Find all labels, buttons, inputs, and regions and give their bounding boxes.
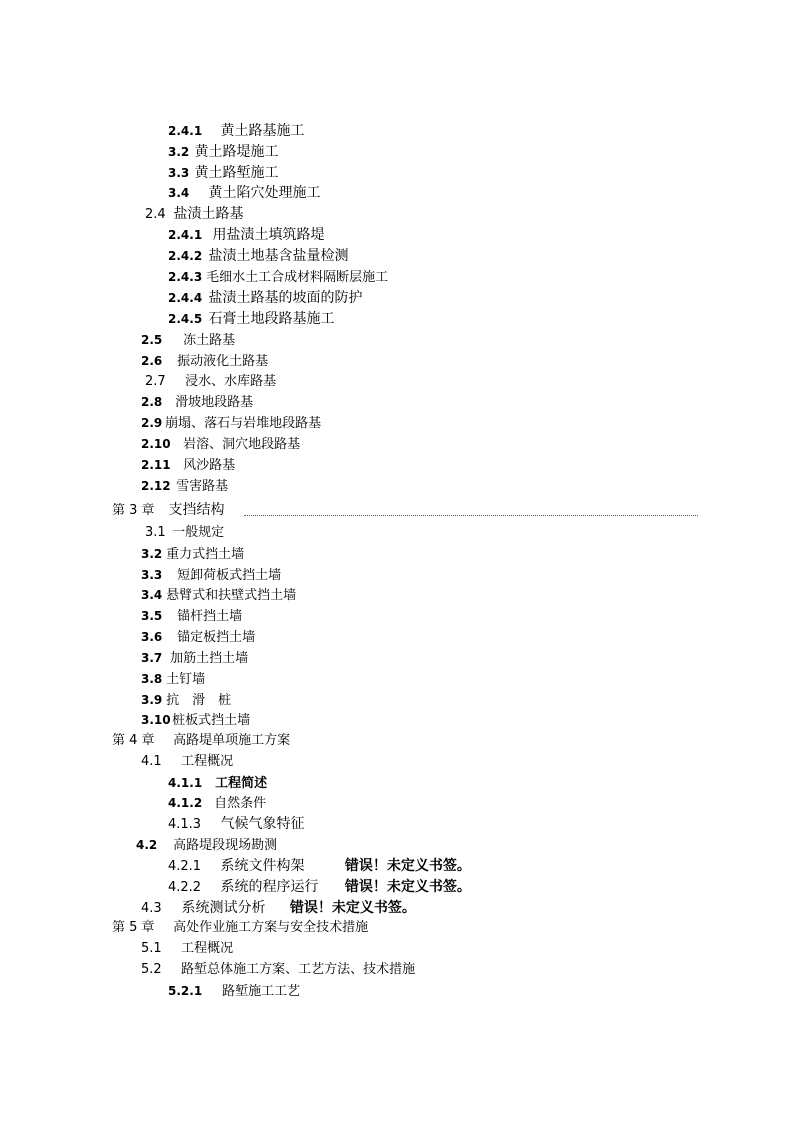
bookmark-error-text: 错误！未定义书签。	[344, 879, 471, 895]
toc-entry[interactable]	[168, 142, 278, 162]
toc-entry-number: 4.2.2	[168, 880, 202, 895]
toc-entry[interactable]	[141, 627, 255, 647]
toc-entry[interactable]	[145, 204, 243, 224]
toc-chapter-title: 支挡结构	[168, 502, 225, 518]
toc-entry-title: 滑坡地段路基	[175, 395, 254, 410]
toc-entry[interactable]	[168, 183, 320, 203]
toc-entry-title: 振动液化土路基	[177, 354, 269, 369]
toc-chapter[interactable]	[112, 918, 368, 938]
toc-entry-number: 2.8	[141, 395, 163, 409]
toc-entry[interactable]	[141, 392, 253, 412]
toc-entry-number: 3.5	[141, 609, 163, 623]
toc-entry[interactable]	[141, 544, 244, 564]
toc-entry-title: 重力式挡土墙	[166, 547, 245, 562]
toc-entry-title: 悬臂式和扶壁式挡土墙	[166, 588, 297, 603]
toc-entry[interactable]	[141, 413, 321, 433]
toc-entry-title: 盐渍土路基的坡面的防护	[208, 290, 363, 306]
toc-entry-title: 工程概况	[181, 941, 234, 956]
toc-entry[interactable]	[168, 225, 324, 245]
toc-entry-title: 高路堤段现场勘测	[173, 838, 278, 853]
toc-entry-number: 5.2	[141, 962, 162, 977]
toc-entry-number: 2.11	[141, 458, 171, 472]
toc-entry-title: 锚杆挡土墙	[177, 609, 243, 624]
toc-entry-title: 毛细水土工合成材料隔断层施工	[206, 270, 389, 285]
toc-entry[interactable]	[141, 960, 415, 980]
toc-entry[interactable]	[136, 835, 277, 855]
toc-entry-number: 3.2	[168, 145, 190, 159]
toc-entry-title: 气候气象特征	[220, 816, 305, 832]
toc-entry[interactable]	[141, 476, 228, 496]
toc-chapter[interactable]	[112, 500, 224, 520]
toc-entry-number: 2.4.1	[168, 124, 203, 138]
toc-entry[interactable]	[145, 523, 224, 543]
toc-chapter-title: 高处作业施工方案与安全技术措施	[173, 920, 369, 935]
toc-entry[interactable]	[168, 309, 334, 329]
toc-entry[interactable]	[141, 330, 235, 350]
toc-entry-number: 3.10	[141, 713, 171, 727]
toc-entry-number: 3.4	[141, 588, 163, 602]
toc-entry-title: 工程简述	[215, 776, 268, 791]
toc-entry-number: 2.7	[145, 374, 166, 389]
toc-entry-number: 2.10	[141, 437, 171, 451]
toc-entry-title: 工程概况	[181, 754, 234, 769]
toc-entry-title: 自然条件	[214, 796, 267, 811]
toc-entry-number: 2.4.1	[168, 228, 203, 242]
toc-entry-number: 4.2.1	[168, 859, 202, 874]
toc-entry[interactable]	[141, 752, 233, 772]
toc-entry-number: 5.1	[141, 941, 162, 956]
toc-entry-title: 风沙路基	[183, 458, 236, 473]
toc-entry[interactable]	[168, 814, 304, 834]
toc-entry-title: 系统的程序运行	[220, 879, 319, 895]
toc-entry[interactable]	[141, 710, 250, 730]
toc-chapter-number: 第 4 章	[112, 733, 155, 748]
toc-entry-title: 浸水、水库路基	[185, 374, 277, 389]
toc-entry-title: 盐渍土路基	[173, 206, 244, 222]
toc-entry-title: 黄土路基施工	[220, 123, 305, 139]
toc-entry-title: 石膏土地段路基施工	[208, 311, 335, 327]
toc-chapter-number: 第 5 章	[112, 920, 155, 935]
toc-entry-title: 加筋土挡土墙	[170, 651, 249, 666]
toc-entry-number: 4.3	[141, 901, 162, 916]
toc-entry-number: 2.12	[141, 479, 171, 493]
toc-entry-number: 2.4.5	[168, 312, 203, 326]
toc-entry-title: 黄土陷穴处理施工	[208, 185, 321, 201]
toc-entry-number: 4.2	[136, 838, 158, 852]
dotted-leader	[244, 515, 698, 516]
toc-entry[interactable]	[168, 288, 362, 308]
toc-entry[interactable]	[168, 163, 278, 183]
toc-entry-number: 3.9	[141, 693, 163, 707]
toc-entry-title: 崩塌、落石与岩堆地段路基	[165, 416, 322, 431]
toc-entry-number: 4.1.3	[168, 817, 202, 832]
toc-entry-number: 3.7	[141, 651, 163, 665]
toc-entry[interactable]	[141, 939, 233, 959]
toc-entry-number: 3.3	[168, 166, 190, 180]
toc-entry-title: 路堑施工工艺	[222, 984, 301, 999]
toc-entry[interactable]	[168, 793, 266, 813]
toc-entry-number: 3.4	[168, 186, 190, 200]
toc-entry-title: 桩板式挡土墙	[172, 713, 251, 728]
toc-entry-number: 2.4.3	[168, 270, 203, 284]
toc-entry-title: 一般规定	[172, 525, 225, 540]
toc-entry-number: 2.4.4	[168, 291, 203, 305]
toc-entry-title: 锚定板挡土墙	[177, 630, 256, 645]
toc-entry[interactable]	[168, 773, 267, 793]
toc-chapter[interactable]	[112, 731, 290, 751]
toc-entry[interactable]	[141, 898, 416, 918]
toc-entry[interactable]	[141, 585, 296, 605]
toc-entry-number: 3.8	[141, 672, 163, 686]
toc-entry-title: 抗 滑 桩	[166, 693, 232, 708]
toc-chapter-number: 第 3 章	[112, 503, 155, 518]
toc-entry[interactable]	[141, 669, 205, 689]
toc-entry-title: 岩溶、洞穴地段路基	[183, 437, 301, 452]
toc-entry-number: 3.6	[141, 630, 163, 644]
toc-entry-title: 用盐渍土填筑路堤	[212, 227, 325, 243]
toc-entry-title: 盐渍土地基含盐量检测	[208, 248, 349, 264]
toc-entry-number: 3.2	[141, 547, 163, 561]
toc-entry-title: 路堑总体施工方案、工艺方法、技术措施	[181, 962, 416, 977]
toc-entry[interactable]	[168, 246, 348, 266]
toc-entry[interactable]	[141, 690, 231, 710]
toc-entry-number: 2.5	[141, 333, 163, 347]
bookmark-error-text: 错误！未定义书签。	[289, 900, 416, 916]
toc-entry-number: 2.9	[141, 416, 163, 430]
toc-entry-number: 2.4.2	[168, 249, 203, 263]
toc-entry-number: 4.1.2	[168, 796, 203, 810]
toc-entry[interactable]	[168, 267, 388, 287]
toc-entry-title: 系统文件构架	[220, 858, 305, 874]
toc-entry-title: 雪害路基	[176, 479, 229, 494]
toc-entry[interactable]	[141, 606, 242, 626]
toc-entry-number: 2.6	[141, 354, 163, 368]
toc-entry[interactable]	[168, 121, 304, 141]
toc-entry[interactable]	[168, 877, 471, 897]
toc-entry-number: 3.1	[145, 525, 166, 540]
toc-entry[interactable]	[141, 648, 248, 668]
toc-entry[interactable]	[145, 372, 276, 392]
toc-entry-number: 2.4	[145, 207, 166, 222]
toc-entry-title: 黄土路堑施工	[194, 165, 279, 181]
toc-entry-title: 土钉墙	[166, 672, 206, 687]
toc-entry[interactable]	[141, 351, 268, 371]
bookmark-error-text: 错误！未定义书签。	[344, 858, 471, 874]
toc-entry-number: 4.1.1	[168, 776, 203, 790]
toc-entry[interactable]	[141, 455, 235, 475]
toc-entry[interactable]	[168, 856, 471, 876]
toc-entry[interactable]	[141, 434, 300, 454]
toc-entry-number: 4.1	[141, 754, 162, 769]
toc-entry-number: 3.3	[141, 568, 163, 582]
toc-entry-title: 冻土路基	[183, 333, 236, 348]
toc-entry-title: 短卸荷板式挡土墙	[177, 568, 282, 583]
toc-chapter-title: 高路堤单项施工方案	[173, 733, 291, 748]
toc-entry-title: 系统测试分析	[181, 900, 266, 916]
toc-entry[interactable]	[168, 981, 300, 1001]
toc-entry-number: 5.2.1	[168, 984, 203, 998]
toc-entry-title: 黄土路堤施工	[194, 144, 279, 160]
toc-entry[interactable]	[141, 565, 281, 585]
